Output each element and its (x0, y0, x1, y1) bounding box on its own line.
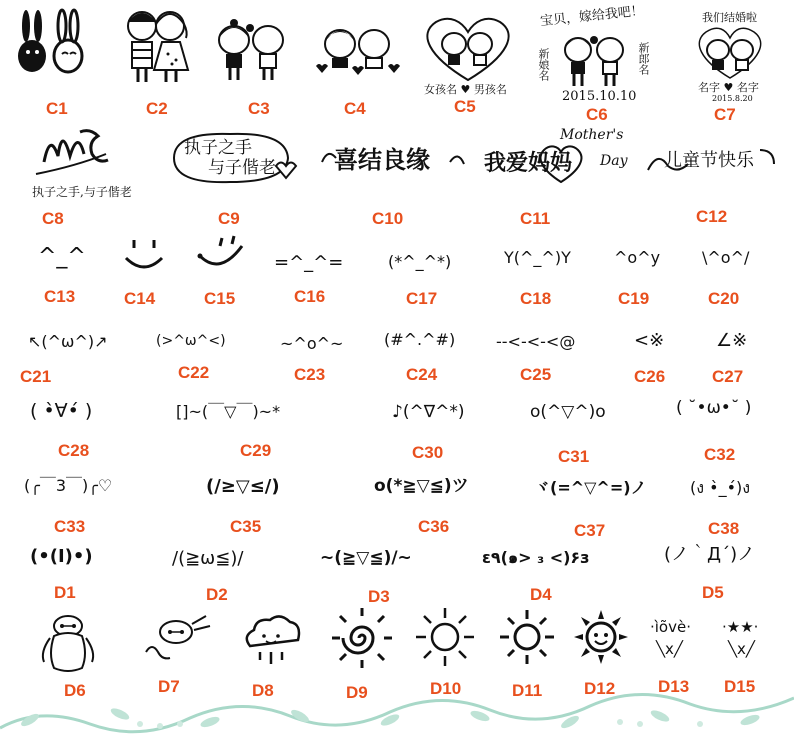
stamp-c1[interactable] (10, 8, 90, 118)
c9-line1-text: 执子之手 (184, 138, 252, 158)
code-c19: C19 (618, 289, 650, 308)
c12-childrens-day-text: 儿童节快乐 (664, 150, 754, 171)
stamp-c3[interactable] (210, 14, 300, 118)
code-c21: C21 (20, 367, 52, 386)
code-label: C6 (586, 105, 608, 124)
code-d8: D8 (252, 681, 274, 700)
emoticon-c27[interactable]: ∠※ (716, 330, 748, 351)
stamp-c7[interactable] (676, 8, 786, 128)
emoticon-c29[interactable]: []~(￣▽￣)~* (176, 402, 281, 421)
code-c38: C38 (708, 519, 740, 538)
code-d10: D10 (430, 679, 462, 698)
code-c18: C18 (520, 289, 552, 308)
stamp-c10[interactable] (318, 140, 468, 232)
c7-date-text: 2015.8.20 (712, 94, 753, 103)
emoticon-c15[interactable] (196, 234, 248, 276)
emoticon-c36[interactable]: o(*≧▽≦)ツ (374, 476, 469, 496)
code-label: C4 (344, 99, 366, 118)
emoticon-c33[interactable]: (╭￣3￣)╭♡ (24, 476, 113, 495)
code-c28: C28 (58, 441, 90, 460)
stamp-d12[interactable] (572, 608, 632, 674)
code-c36: C36 (418, 517, 450, 536)
couple-flower-icon (210, 14, 294, 84)
stamp-c8[interactable] (20, 122, 150, 232)
stamp-c9[interactable] (164, 128, 304, 232)
sun-ring-icon (498, 608, 556, 666)
stamp-c12[interactable] (644, 140, 784, 232)
emoticon-c24[interactable]: (#^.^#) (384, 330, 456, 349)
code-d13: D13 (658, 677, 690, 696)
emoticon-d2[interactable]: /(≧ω≦)/ (172, 548, 244, 569)
stamp-c11[interactable] (480, 126, 640, 232)
code-c20: C20 (708, 289, 740, 308)
code-d5: D5 (702, 583, 724, 602)
code-c30: C30 (412, 443, 444, 462)
code-d12: D12 (584, 679, 616, 698)
code-d9: D9 (346, 683, 368, 702)
c7-names-text: 名字 ♥ 名字 (698, 81, 759, 94)
code-d7: D7 (158, 677, 180, 696)
smiley-face-icon (122, 236, 166, 274)
c7-married-text: 我们结婚啦 (702, 11, 757, 24)
emoticon-c16[interactable]: =^_^= (274, 252, 344, 273)
c11-script-mothers: Mother's (560, 127, 624, 143)
code-label: C1 (46, 99, 68, 118)
spiral-sun-icon (330, 606, 394, 670)
emoticon-d15-top[interactable]: ·★★· (722, 618, 759, 636)
code-d3: D3 (368, 587, 390, 606)
emoticon-c30[interactable]: ♪(^∇^*) (392, 402, 465, 422)
code-c27: C27 (712, 367, 744, 386)
emoticon-c23[interactable]: ~^o^~ (280, 334, 344, 353)
code-d15: D15 (724, 677, 756, 696)
emoticon-c31[interactable]: o(^▽^)o (530, 402, 606, 422)
code-c14: C14 (124, 289, 156, 308)
robot-baymax-icon (36, 612, 100, 672)
code-c13: C13 (44, 287, 76, 306)
code-d4: D4 (530, 585, 552, 604)
code-c22: C22 (178, 363, 210, 382)
emoticon-c19[interactable]: ^o^y (614, 248, 661, 267)
emoticon-c22[interactable]: (>^ω^<) (156, 333, 226, 349)
emoticon-c35[interactable]: (/≥▽≤/) (206, 476, 280, 497)
couple-heart-frame-icon (414, 14, 522, 84)
emoticon-c26[interactable]: <※ (634, 330, 665, 351)
code-label: C9 (218, 209, 240, 228)
code-label: C5 (454, 97, 476, 116)
c5-names-text: 女孩名 ♥ 男孩名 (424, 83, 507, 96)
emoticon-d15-bottom: ╲x╱ (728, 640, 755, 658)
code-d1: D1 (54, 583, 76, 602)
code-c16: C16 (294, 287, 326, 306)
code-label: C8 (42, 209, 64, 228)
code-c31: C31 (558, 447, 590, 466)
vine-border-decoration (0, 674, 794, 734)
wink-smile-icon (196, 234, 246, 274)
code-c37: C37 (574, 521, 606, 540)
heart-shape-icon (536, 144, 586, 184)
code-c32: C32 (704, 445, 736, 464)
stamp-c2[interactable] (118, 6, 208, 118)
c10-blessing-text: 喜结良缘 (334, 145, 430, 174)
kissing-kids-icon (118, 6, 198, 86)
c6-proposal-text: 宝贝，嫁给我吧！ (539, 3, 645, 30)
code-label: C7 (714, 105, 736, 124)
stamp-d9[interactable] (330, 606, 396, 672)
code-c29: C29 (240, 441, 272, 460)
emoticon-c14[interactable] (122, 236, 168, 276)
code-label: C12 (696, 207, 728, 226)
emoticon-c13[interactable]: ^_^ (38, 244, 86, 269)
code-c33: C33 (54, 517, 86, 536)
rain-cloud-icon (240, 614, 302, 672)
married-couple-icon (690, 26, 770, 84)
sun-outline-icon (414, 606, 476, 668)
stamp-d10[interactable] (414, 606, 478, 672)
emoticon-c18[interactable]: Y(^_^)Y (504, 248, 571, 267)
emoticon-c25[interactable]: --<-<-<@ (496, 332, 576, 351)
emoticon-c37[interactable]: ヾ(=^▽^=)ノ (534, 478, 647, 497)
code-c15: C15 (204, 289, 236, 308)
bunny-couple-icon (10, 8, 90, 83)
smiling-sun-icon (572, 608, 630, 666)
c8-vow-text: 执子之手,与子偕老 (32, 185, 132, 199)
emoticon-d4[interactable]: ε٩(๑> ₃ <)۶з (482, 548, 590, 567)
couple-hearts-icon (312, 20, 404, 80)
code-c35: C35 (230, 517, 262, 536)
emoticon-d13-top[interactable]: ·ìõvè· (650, 618, 691, 636)
emoticon-c32[interactable]: ( ˘•ω•˘ ) (676, 398, 752, 418)
stamp-d6[interactable] (36, 612, 106, 674)
c6-groom-label: 新郎名 (637, 42, 650, 75)
code-c26: C26 (634, 367, 666, 386)
stamp-d11[interactable] (498, 608, 558, 674)
emoticon-c28[interactable]: ( •̀∀•́ ) (30, 400, 93, 422)
code-d11: D11 (512, 681, 543, 700)
proposal-couple-icon (560, 28, 630, 90)
emoticon-c20[interactable]: \^o^/ (702, 248, 750, 267)
c6-bride-label: 新娘名 (537, 48, 550, 81)
code-d2: D2 (206, 585, 228, 604)
code-c17: C17 (406, 289, 438, 308)
emoticon-c38[interactable]: (ง •̀_•́)ง (690, 478, 751, 497)
emoticon-c17[interactable]: (*^_^*) (388, 252, 452, 271)
code-c24: C24 (406, 365, 438, 384)
emoticon-d13-bottom: ╲x╱ (656, 640, 683, 658)
stamp-c4[interactable] (312, 20, 407, 118)
stamp-d7[interactable] (140, 612, 216, 672)
stamp-c6[interactable] (530, 2, 660, 122)
stamp-c5[interactable] (414, 14, 524, 114)
emoticon-c21[interactable]: ↖(^ω^)↗ (28, 332, 108, 351)
code-c25: C25 (520, 365, 552, 384)
calligraphy-signature-icon (20, 122, 130, 182)
c11-script-day: Day (600, 153, 628, 169)
code-d6: D6 (64, 681, 86, 700)
code-c23: C23 (294, 365, 326, 384)
code-label: C10 (372, 209, 404, 228)
stamp-d8[interactable] (240, 614, 304, 674)
c9-line2-text: 与子偕老 (208, 158, 276, 178)
emoticon-d1[interactable]: (•(I)•) (30, 546, 93, 567)
c11-love-mom-text: 我爱妈妈 (484, 150, 573, 176)
emoticon-d3[interactable]: ~(≧▽≦)/~ (320, 548, 412, 568)
code-label: C2 (146, 99, 168, 118)
emoticon-d5[interactable]: (ノ｀Д´)ノ (664, 544, 756, 565)
robot-waving-icon (140, 612, 214, 668)
c6-date-text: 2015.10.10 (562, 89, 637, 104)
code-label: C3 (248, 99, 270, 118)
code-label: C11 (520, 209, 551, 228)
